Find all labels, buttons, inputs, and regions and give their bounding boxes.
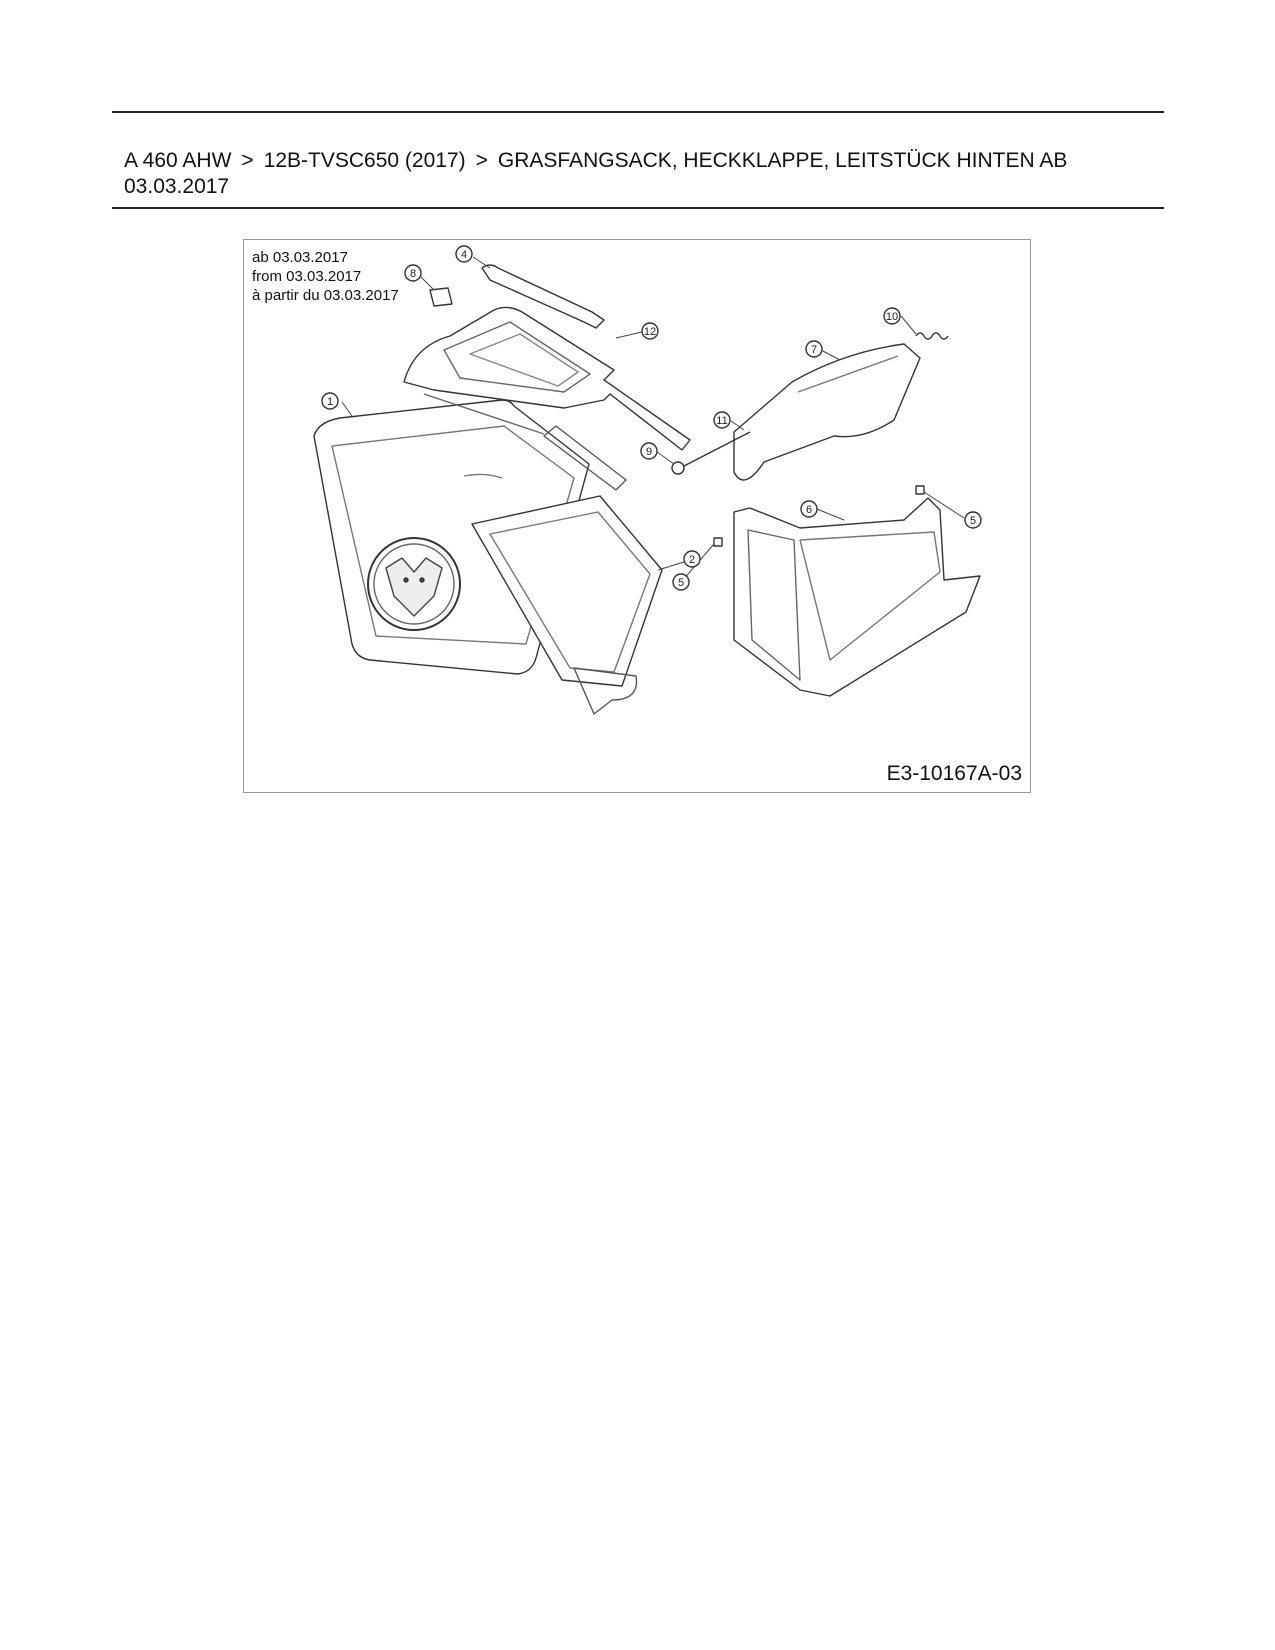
exploded-view-drawing <box>244 240 1030 792</box>
callout-label-10: 10 <box>885 311 899 323</box>
callout-label-9: 9 <box>645 446 653 458</box>
callout-label-4: 4 <box>460 249 468 261</box>
callout-label-1: 1 <box>326 396 334 408</box>
callout-label-5: 5 <box>677 577 685 589</box>
breadcrumb <box>124 148 1154 200</box>
top-rule <box>112 111 1164 113</box>
nut-drawing <box>916 486 924 494</box>
callout-label-11: 11 <box>716 415 728 427</box>
figure-code: E3-10167A-03 <box>886 762 1022 785</box>
date-note-en: from 03.03.2017 <box>252 268 362 285</box>
rear-flap-drawing <box>734 344 920 480</box>
nut-drawing <box>714 538 722 546</box>
breadcrumb-item-section: GRASFANGSACK, HECKKLAPPE, LEITSTÜCK HINTEN AB 03.03.2017 <box>124 149 1068 198</box>
callout-label-6: 6 <box>805 504 813 516</box>
validity-date-notes <box>252 248 399 305</box>
grass-bag-drawing <box>314 400 662 714</box>
rod-drawing <box>684 432 750 466</box>
callout-label-5: 5 <box>969 515 977 527</box>
breadcrumb-separator: > <box>475 149 488 172</box>
callout-label-12: 12 <box>643 326 657 338</box>
spring-drawing <box>916 333 948 339</box>
clip-drawing <box>430 288 452 306</box>
parts-diagram <box>243 239 1031 793</box>
breadcrumb-item-model[interactable]: A 460 AHW <box>124 149 232 172</box>
bottom-rule <box>112 207 1164 209</box>
date-note-de: ab 03.03.2017 <box>252 249 348 266</box>
breadcrumb-item-variant[interactable]: 12B-TVSC650 (2017) <box>263 149 466 172</box>
callout-label-8: 8 <box>409 268 417 280</box>
rear-deflector-drawing <box>734 498 980 696</box>
callout-label-7: 7 <box>810 344 818 356</box>
callout-label-2: 2 <box>688 554 696 566</box>
carry-handle-drawing <box>482 265 604 328</box>
breadcrumb-separator: > <box>241 149 254 172</box>
date-note-fr: à partir du 03.03.2017 <box>252 287 399 304</box>
